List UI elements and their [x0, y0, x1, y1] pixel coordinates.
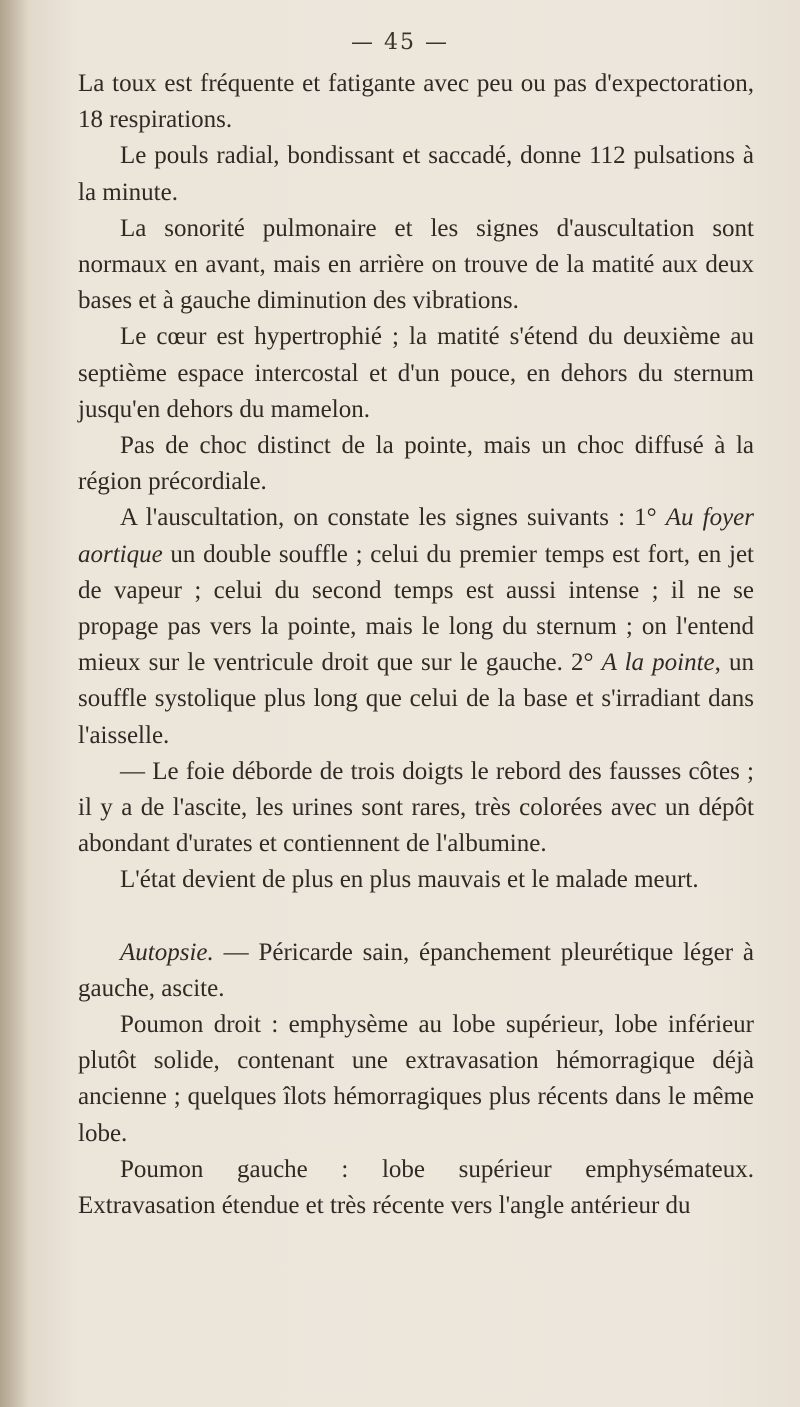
- paragraph-left-lung: Poumon gauche : lobe supérieur emphysémateux. Extravasation étendue et très récente vers l'angle antérieur du: [78, 1155, 754, 1220]
- paragraph-auscultation: [78, 500, 754, 753]
- paragraph-autopsy: [78, 935, 754, 1007]
- autopsy-text: — Péricarde sain, épanchement pleurétique léger à gauche, ascite.: [78, 938, 754, 1002]
- paragraph-apex: Pas de choc distinct de la pointe, mais un choc diffusé à la région précordiale.: [78, 432, 754, 496]
- paragraph-liver: — Le foie déborde de trois doigts le rebord des fausses côtes ; il y a de l'ascite, les urines sont rares, très colorées avec un dépôt abondant d'urates et contiennent de l'albumine.: [78, 757, 754, 858]
- autopsy-label: Autopsie.: [120, 938, 214, 966]
- aortic-focus-label: Au foyer aortique: [78, 504, 754, 568]
- auscultation-end: , un souffle systolique plus long que celui de la base et s'irradiant dans l'aisselle.: [78, 649, 754, 749]
- page-edge-shadow: [0, 0, 28, 1407]
- auscultation-middle: un double souffle ; celui du premier temps est fort, en jet de vapeur ; celui du second temps est aussi intense ; il ne se propage pas vers la pointe, mais le long du sternum ; on l'entend mieux sur le ventricule droit que sur le gauche. 2°: [78, 540, 754, 677]
- paragraph-sonority: La sonorité pulmonaire et les signes d'auscultation sont normaux en avant, mais en arrière on trouve de la matité aux deux bases et à gauche diminution des vibrations.: [78, 214, 754, 315]
- paragraph-pulse: Le pouls radial, bondissant et saccadé, donne 112 pulsations à la minute.: [78, 142, 754, 206]
- paragraph-outcome: L'état devient de plus en plus mauvais et le malade meurt.: [120, 866, 699, 894]
- paragraph-heart: Le cœur est hypertrophié ; la matité s'étend du deuxième au septième espace intercostal et d'un pouce, en dehors du sternum jusqu'en dehors du mamelon.: [78, 323, 754, 423]
- body-text: [78, 66, 754, 1224]
- paragraph-cough: La toux est fréquente et fatigante avec peu ou pas d'expectoration, 18 respirations.: [78, 70, 754, 134]
- paragraph-right-lung: Poumon droit : emphysème au lobe supérieur, lobe inférieur plutôt solide, contenant une extravasation hémorragique déjà ancienne ; quelques îlots hémorragiques plus récents dans le même lobe.: [78, 1011, 754, 1147]
- page-number: — 45 —: [351, 30, 449, 55]
- auscultation-intro: A l'auscultation, on constate les signes suivants : 1°: [120, 504, 666, 532]
- apex-label: A la pointe: [601, 649, 715, 677]
